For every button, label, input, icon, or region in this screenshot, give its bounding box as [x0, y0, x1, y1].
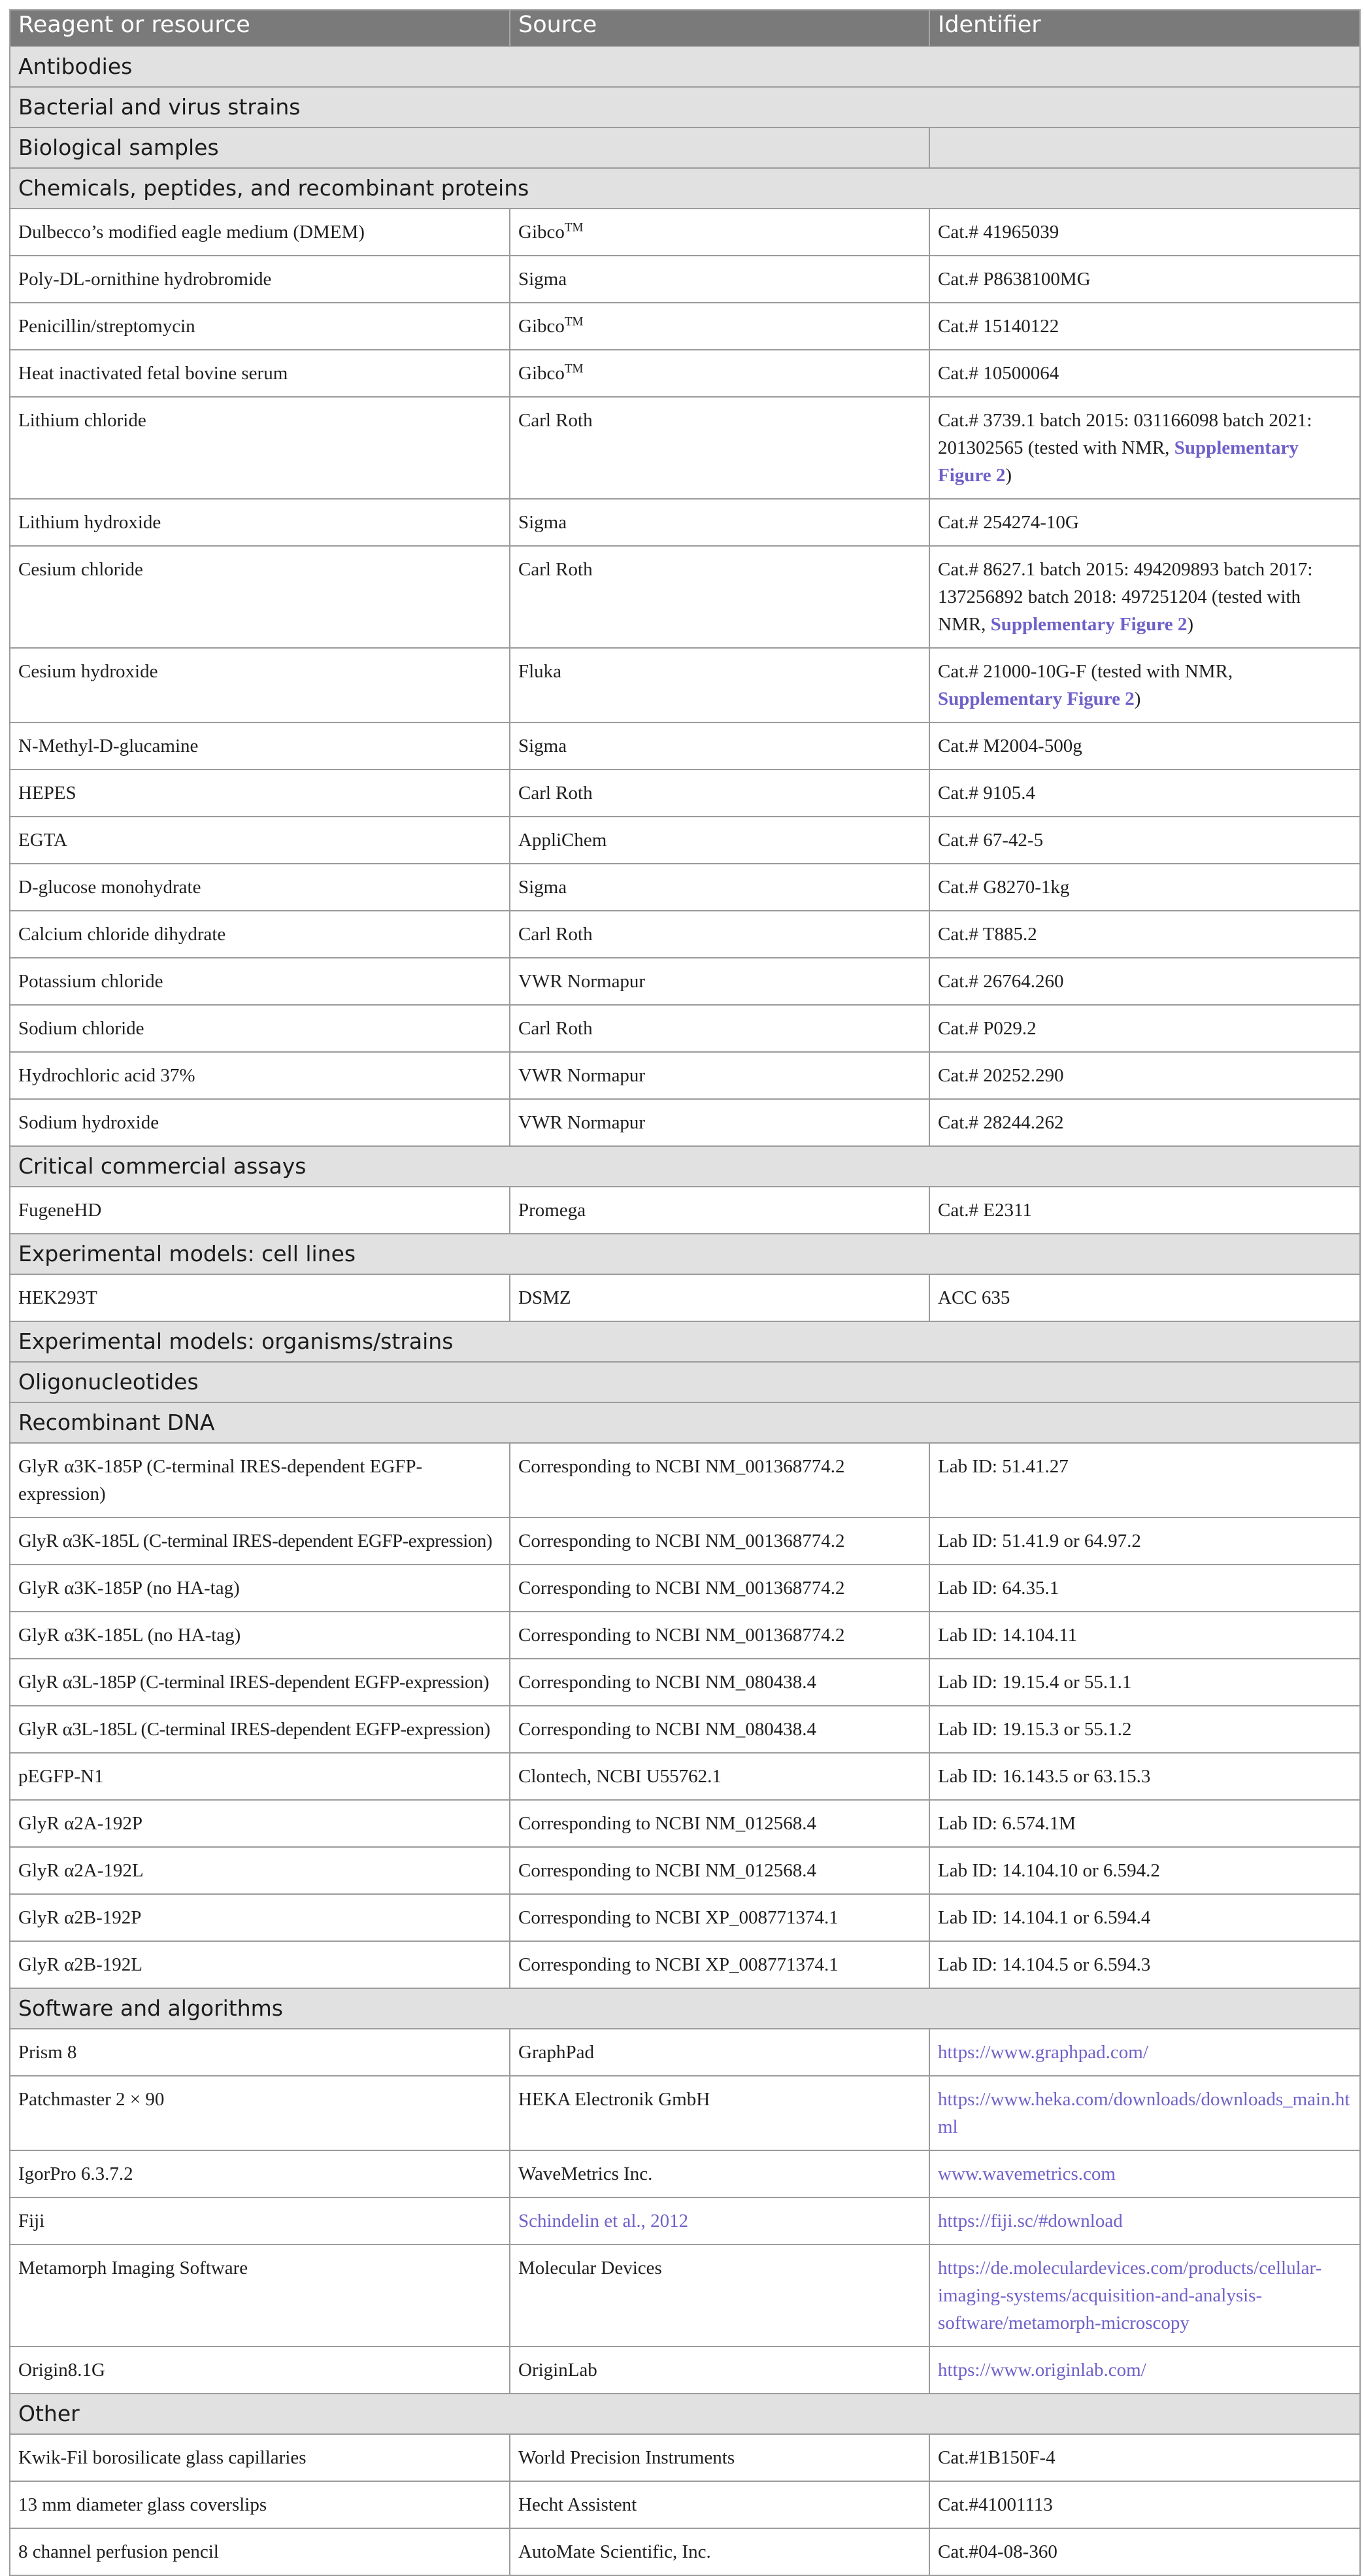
identifier-cell: [929, 2197, 1360, 2245]
identifier-cell: Lab ID: 14.104.10 or 6.594.2: [929, 1847, 1360, 1894]
source-cell: Gibco™: [510, 209, 929, 256]
reagent-cell: FugeneHD: [10, 1187, 510, 1234]
identifier-cell: Cat.# 21000-10G-F (tested with NMR, Supplementary Figure 2): [929, 648, 1360, 722]
identifier-cell: Cat.# P029.2: [929, 1005, 1360, 1052]
source-cell: Corresponding to NCBI XP_008771374.1: [510, 1941, 929, 1988]
table-row: [10, 209, 1360, 256]
supplementary-figure-link[interactable]: Supplementary Figure 2: [938, 437, 1299, 486]
reagent-cell: Lithium chloride: [10, 397, 510, 499]
reagent-cell: Kwik-Fil borosilicate glass capillaries: [10, 2434, 510, 2481]
reagent-cell: Sodium hydroxide: [10, 1099, 510, 1146]
supplementary-figure-link[interactable]: Supplementary Figure 2: [938, 688, 1135, 709]
source-cell: VWR Normapur: [510, 1099, 929, 1146]
table-row: [10, 499, 1360, 546]
key-resources-table: [9, 9, 1361, 2576]
header-reagent: Reagent or resource: [10, 10, 510, 46]
source-cell: Hecht Assistent: [510, 2481, 929, 2528]
reagent-cell: HEPES: [10, 770, 510, 817]
url-link[interactable]: https://www.heka.com/downloads/downloads_main.html: [938, 2089, 1350, 2137]
identifier-cell: Cat.# G8270-1kg: [929, 864, 1360, 911]
identifier-cell: Lab ID: 64.35.1: [929, 1565, 1360, 1612]
reagent-cell: Poly-DL-ornithine hydrobromide: [10, 256, 510, 303]
source-cell: Sigma: [510, 499, 929, 546]
table-row: [10, 2076, 1360, 2150]
source-cell: VWR Normapur: [510, 958, 929, 1005]
identifier-cell: Lab ID: 14.104.11: [929, 1612, 1360, 1659]
identifier-cell: Cat.# 41965039: [929, 209, 1360, 256]
reagent-cell: Origin8.1G: [10, 2347, 510, 2394]
reagent-cell: Cesium hydroxide: [10, 648, 510, 722]
source-cell: Corresponding to NCBI XP_008771374.1: [510, 1894, 929, 1941]
source-cell: GraphPad: [510, 2029, 929, 2076]
source-cell: Sigma: [510, 864, 929, 911]
section-title: Oligonucleotides: [10, 1362, 1360, 1402]
section-title: Experimental models: organisms/strains: [10, 1321, 1360, 1362]
table-row: [10, 397, 1360, 499]
reagent-cell: GlyR α3K-185P (C-terminal IRES-dependent EGFP-expression): [10, 1443, 510, 1517]
identifier-cell: [929, 2347, 1360, 2394]
identifier-cell: Lab ID: 51.41.9 or 64.97.2: [929, 1517, 1360, 1565]
identifier-cell: Lab ID: 6.574.1M: [929, 1800, 1360, 1847]
section-row-software: [10, 1988, 1360, 2029]
section-title: Experimental models: cell lines: [10, 1234, 1360, 1274]
reagent-cell: Sodium chloride: [10, 1005, 510, 1052]
source-cell: OriginLab: [510, 2347, 929, 2394]
identifier-cell: Lab ID: 19.15.4 or 55.1.1: [929, 1659, 1360, 1706]
source-cell: Corresponding to NCBI NM_012568.4: [510, 1800, 929, 1847]
identifier-cell: Cat.# T885.2: [929, 911, 1360, 958]
identifier-cell: Cat.#1B150F-4: [929, 2434, 1360, 2481]
table-row: [10, 2029, 1360, 2076]
reagent-cell: EGTA: [10, 817, 510, 864]
identifier-cell: Cat.# 9105.4: [929, 770, 1360, 817]
source-cell: Carl Roth: [510, 546, 929, 648]
url-link[interactable]: https://fiji.sc/#download: [938, 2211, 1123, 2231]
identifier-cell: Cat.# 15140122: [929, 303, 1360, 350]
section-row-organisms: [10, 1321, 1360, 1362]
reagent-cell: 8 channel perfusion pencil: [10, 2528, 510, 2575]
table-row: [10, 1612, 1360, 1659]
section-title: Other: [10, 2394, 1360, 2434]
source-cell: Gibco™: [510, 303, 929, 350]
empty-cell: [929, 127, 1360, 168]
table-row: [10, 350, 1360, 397]
identifier-cell: Lab ID: 16.143.5 or 63.15.3: [929, 1753, 1360, 1800]
identifier-cell: Lab ID: 14.104.1 or 6.594.4: [929, 1894, 1360, 1941]
url-link[interactable]: https://de.moleculardevices.com/products/cellular-imaging-systems/acquisition-and-analysis-software/metamorph-microscopy: [938, 2258, 1322, 2333]
reagent-cell: N-Methyl-D-glucamine: [10, 722, 510, 770]
section-title: Software and algorithms: [10, 1988, 1360, 2029]
table-row: [10, 1753, 1360, 1800]
section-title: Biological samples: [10, 127, 929, 168]
source-cell: Promega: [510, 1187, 929, 1234]
identifier-cell: Lab ID: 19.15.3 or 55.1.2: [929, 1706, 1360, 1753]
reagent-cell: GlyR α3K-185P (no HA-tag): [10, 1565, 510, 1612]
section-row-assays: [10, 1146, 1360, 1187]
source-cell: Carl Roth: [510, 1005, 929, 1052]
table-row: [10, 1517, 1360, 1565]
table-row: [10, 2347, 1360, 2394]
table-row: [10, 864, 1360, 911]
section-title: Recombinant DNA: [10, 1402, 1360, 1443]
source-cell: Corresponding to NCBI NM_001368774.2: [510, 1612, 929, 1659]
table-row: [10, 1894, 1360, 1941]
reagent-cell: Calcium chloride dihydrate: [10, 911, 510, 958]
source-cell: AutoMate Scientific, Inc.: [510, 2528, 929, 2575]
reagent-cell: Cesium chloride: [10, 546, 510, 648]
identifier-cell: Cat.# 20252.290: [929, 1052, 1360, 1099]
identifier-cell: Cat.# 67-42-5: [929, 817, 1360, 864]
identifier-cell: [929, 2245, 1360, 2347]
source-cell: Carl Roth: [510, 397, 929, 499]
table-row: [10, 1443, 1360, 1517]
source-cell: Corresponding to NCBI NM_001368774.2: [510, 1517, 929, 1565]
table-row: [10, 2150, 1360, 2197]
reagent-cell: IgorPro 6.3.7.2: [10, 2150, 510, 2197]
reagent-cell: GlyR α3K-185L (C-terminal IRES-dependent EGFP-expression): [10, 1517, 510, 1565]
section-title: Antibodies: [10, 46, 1360, 87]
identifier-cell: Cat.# 8627.1 batch 2015: 494209893 batch 2017: 137256892 batch 2018: 497251204 (tested with NMR, Supplementary Figure 2): [929, 546, 1360, 648]
reagent-cell: Patchmaster 2 × 90: [10, 2076, 510, 2150]
reagent-cell: HEK293T: [10, 1274, 510, 1321]
table-header-row: [10, 10, 1360, 46]
section-row-other: [10, 2394, 1360, 2434]
table-row: [10, 770, 1360, 817]
source-cell: HEKA Electronik GmbH: [510, 2076, 929, 2150]
reagent-cell: GlyR α3L-185P (C-terminal IRES-dependent EGFP-expression): [10, 1659, 510, 1706]
reagent-cell: GlyR α3K-185L (no HA-tag): [10, 1612, 510, 1659]
source-cell: Clontech, NCBI U55762.1: [510, 1753, 929, 1800]
section-row-chemicals: [10, 168, 1360, 209]
reagent-cell: GlyR α2A-192L: [10, 1847, 510, 1894]
table-row: [10, 1941, 1360, 1988]
section-row-cell-lines: [10, 1234, 1360, 1274]
reagent-cell: GlyR α2B-192L: [10, 1941, 510, 1988]
source-cell: Corresponding to NCBI NM_001368774.2: [510, 1443, 929, 1517]
table-row: [10, 1565, 1360, 1612]
identifier-cell: Lab ID: 14.104.5 or 6.594.3: [929, 1941, 1360, 1988]
key-resources-table-container: [9, 9, 1359, 2576]
identifier-cell: ACC 635: [929, 1274, 1360, 1321]
source-cell: World Precision Instruments: [510, 2434, 929, 2481]
source-cell: Molecular Devices: [510, 2245, 929, 2347]
source-cell: Gibco™: [510, 350, 929, 397]
reagent-cell: 13 mm diameter glass coverslips: [10, 2481, 510, 2528]
identifier-cell: Cat.#41001113: [929, 2481, 1360, 2528]
table-row: [10, 1187, 1360, 1234]
table-row: [10, 722, 1360, 770]
source-cell: VWR Normapur: [510, 1052, 929, 1099]
header-identifier: Identifier: [929, 10, 1360, 46]
identifier-cell: Cat.# P8638100MG: [929, 256, 1360, 303]
table-row: [10, 2434, 1360, 2481]
section-title: Critical commercial assays: [10, 1146, 1360, 1187]
table-row: [10, 958, 1360, 1005]
identifier-cell: [929, 2029, 1360, 2076]
identifier-cell: Cat.# 10500064: [929, 350, 1360, 397]
source-cell: Corresponding to NCBI NM_080438.4: [510, 1659, 929, 1706]
source-cell: Sigma: [510, 256, 929, 303]
identifier-cell: [929, 2076, 1360, 2150]
section-row-biological: [10, 127, 1360, 168]
source-cell: Sigma: [510, 722, 929, 770]
table-row: [10, 648, 1360, 722]
source-cell: DSMZ: [510, 1274, 929, 1321]
reagent-cell: GlyR α2B-192P: [10, 1894, 510, 1941]
section-title: Bacterial and virus strains: [10, 87, 1360, 127]
identifier-cell: Cat.#04-08-360: [929, 2528, 1360, 2575]
section-row-recombinant: [10, 1402, 1360, 1443]
table-row: [10, 2197, 1360, 2245]
identifier-cell: Cat.# 3739.1 batch 2015: 031166098 batch 2021: 201302565 (tested with NMR, Supplementary Figure 2): [929, 397, 1360, 499]
table-row: [10, 1099, 1360, 1146]
identifier-cell: Cat.# 26764.260: [929, 958, 1360, 1005]
table-row: [10, 303, 1360, 350]
table-row: [10, 2481, 1360, 2528]
reagent-cell: Penicillin/streptomycin: [10, 303, 510, 350]
table-row: [10, 256, 1360, 303]
table-row: [10, 2528, 1360, 2575]
supplementary-figure-link[interactable]: Supplementary Figure 2: [990, 614, 1188, 635]
section-row-bacterial: [10, 87, 1360, 127]
table-row: [10, 817, 1360, 864]
identifier-cell: Cat.# 28244.262: [929, 1099, 1360, 1146]
identifier-cell: Cat.# E2311: [929, 1187, 1360, 1234]
reagent-cell: Prism 8: [10, 2029, 510, 2076]
table-row: [10, 2245, 1360, 2347]
table-row: [10, 1052, 1360, 1099]
reagent-cell: Dulbecco’s modified eagle medium (DMEM): [10, 209, 510, 256]
table-row: [10, 1659, 1360, 1706]
source-cell: [510, 2197, 929, 2245]
source-cell: Carl Roth: [510, 770, 929, 817]
reagent-cell: Potassium chloride: [10, 958, 510, 1005]
table-row: [10, 911, 1360, 958]
reagent-cell: Hydrochloric acid 37%: [10, 1052, 510, 1099]
section-row-antibodies: [10, 46, 1360, 87]
reagent-cell: GlyR α3L-185L (C-terminal IRES-dependent EGFP-expression): [10, 1706, 510, 1753]
source-cell: Corresponding to NCBI NM_001368774.2: [510, 1565, 929, 1612]
reagent-cell: Lithium hydroxide: [10, 499, 510, 546]
identifier-cell: Lab ID: 51.41.27: [929, 1443, 1360, 1517]
identifier-cell: Cat.# M2004-500g: [929, 722, 1360, 770]
section-title: Chemicals, peptides, and recombinant proteins: [10, 168, 1360, 209]
table-row: [10, 1800, 1360, 1847]
reagent-cell: Fiji: [10, 2197, 510, 2245]
source-cell: WaveMetrics Inc.: [510, 2150, 929, 2197]
url-link[interactable]: https://www.graphpad.com/: [938, 2042, 1148, 2063]
reagent-cell: Metamorph Imaging Software: [10, 2245, 510, 2347]
table-row: [10, 1005, 1360, 1052]
source-cell: Corresponding to NCBI NM_012568.4: [510, 1847, 929, 1894]
table-row: [10, 546, 1360, 648]
table-row: [10, 1847, 1360, 1894]
table-row: [10, 1274, 1360, 1321]
reagent-cell: Heat inactivated fetal bovine serum: [10, 350, 510, 397]
reagent-cell: pEGFP-N1: [10, 1753, 510, 1800]
source-cell: AppliChem: [510, 817, 929, 864]
table-row: [10, 1706, 1360, 1753]
header-source: Source: [510, 10, 929, 46]
reagent-cell: D-glucose monohydrate: [10, 864, 510, 911]
citation-link[interactable]: Schindelin et al., 2012: [518, 2211, 689, 2231]
source-cell: Fluka: [510, 648, 929, 722]
source-cell: Corresponding to NCBI NM_080438.4: [510, 1706, 929, 1753]
identifier-cell: Cat.# 254274-10G: [929, 499, 1360, 546]
url-link[interactable]: https://www.originlab.com/: [938, 2360, 1146, 2381]
source-cell: Carl Roth: [510, 911, 929, 958]
identifier-cell: [929, 2150, 1360, 2197]
reagent-cell: GlyR α2A-192P: [10, 1800, 510, 1847]
section-row-oligos: [10, 1362, 1360, 1402]
url-link[interactable]: www.wavemetrics.com: [938, 2163, 1116, 2184]
